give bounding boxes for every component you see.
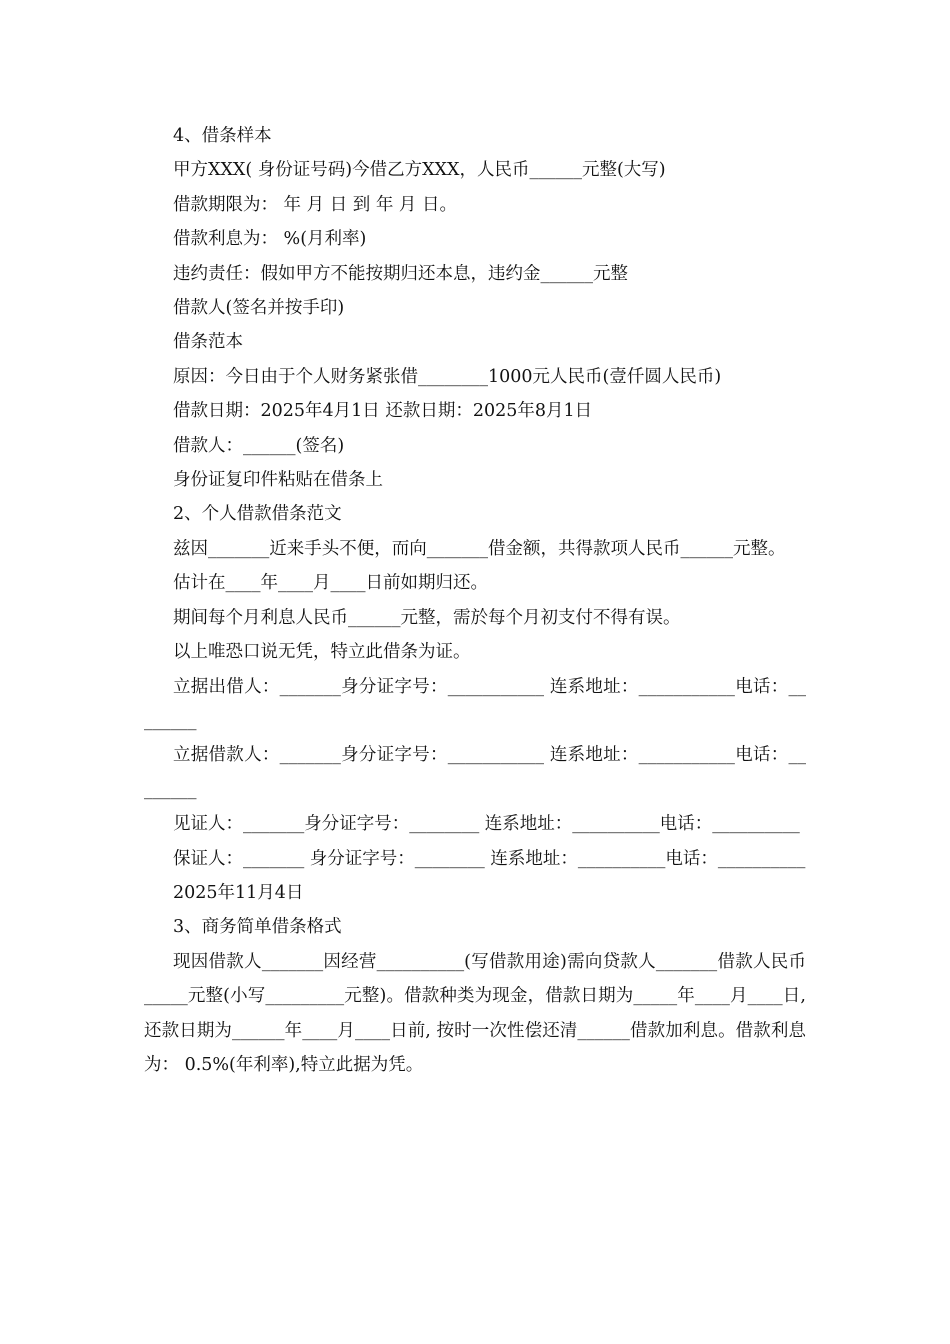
lender-info-line: 立据出借人：_______身分证字号：___________ 连系地址：___________电话：________ — [144, 676, 806, 731]
document-body — [144, 119, 806, 1082]
sample-term-line: 借款期限为： 年 月 日 到 年 月 日。 — [173, 194, 457, 215]
document-date: 2025年11月4日 — [173, 882, 304, 903]
personal-loan-proof-statement: 以上唯恐口说无凭，特立此借条为证。 — [173, 642, 471, 663]
template-borrower-line: 借款人：______(签名) — [173, 435, 345, 456]
personal-loan-amount-paragraph: 兹因_______近来手头不便，而向_______借金额，共得款项人民币______元整。 — [173, 538, 786, 559]
section-heading-personal-loan: 2、个人借款借条范文 — [173, 504, 342, 525]
section-heading-business-loan: 3、商务简单借条格式 — [173, 917, 342, 938]
template-heading: 借条范本 — [173, 332, 243, 353]
section-heading-loan-sample: 4、借条样本 — [173, 126, 272, 146]
sample-penalty-line: 违约责任：假如甲方不能按期归还本息，违约金______元整 — [173, 263, 628, 284]
template-reason-line: 原因：今日由于个人财务紧张借________1000元人民币(壹仟圆人民币) — [173, 366, 722, 387]
template-dates-line: 借款日期：2025年4月1日 还款日期：2025年8月1日 — [173, 401, 593, 422]
borrower-info-line: 立据借款人：_______身分证字号：___________ 连系地址：___________电话：________ — [144, 745, 806, 800]
sample-party-line: 甲方XXX( 身份证号码)今借乙方XXX，人民币______元整(大写) — [173, 160, 666, 181]
template-id-copy-note: 身份证复印件粘贴在借条上 — [173, 470, 383, 491]
personal-loan-return-date: 估计在____年____月____日前如期归还。 — [173, 573, 488, 594]
sample-borrower-signature-line: 借款人(签名并按手印) — [173, 298, 345, 319]
guarantor-info-line: 保证人：_______ 身分证字号：________ 连系地址：__________电话：__________ — [173, 848, 806, 869]
personal-loan-monthly-interest: 期间每个月利息人民币______元整，需於每个月初支付不得有误。 — [173, 607, 681, 628]
business-loan-paragraph: 现因借款人_______因经营__________(写借款用途)需向贷款人_______借款人民币_____元整(小写_________元整)。借款种类为现金，借款日期为_____年____月____日,还款日期为______年____月____日前, 按时一次性偿还清______借款加利息。借款利息为： 0.5%(年利率),特立此据为凭。 — [144, 951, 806, 1075]
witness-info-line: 见证人：_______身分证字号：________ 连系地址：__________电话：__________ — [173, 814, 800, 835]
sample-interest-line: 借款利息为： %(月利率) — [173, 229, 367, 250]
